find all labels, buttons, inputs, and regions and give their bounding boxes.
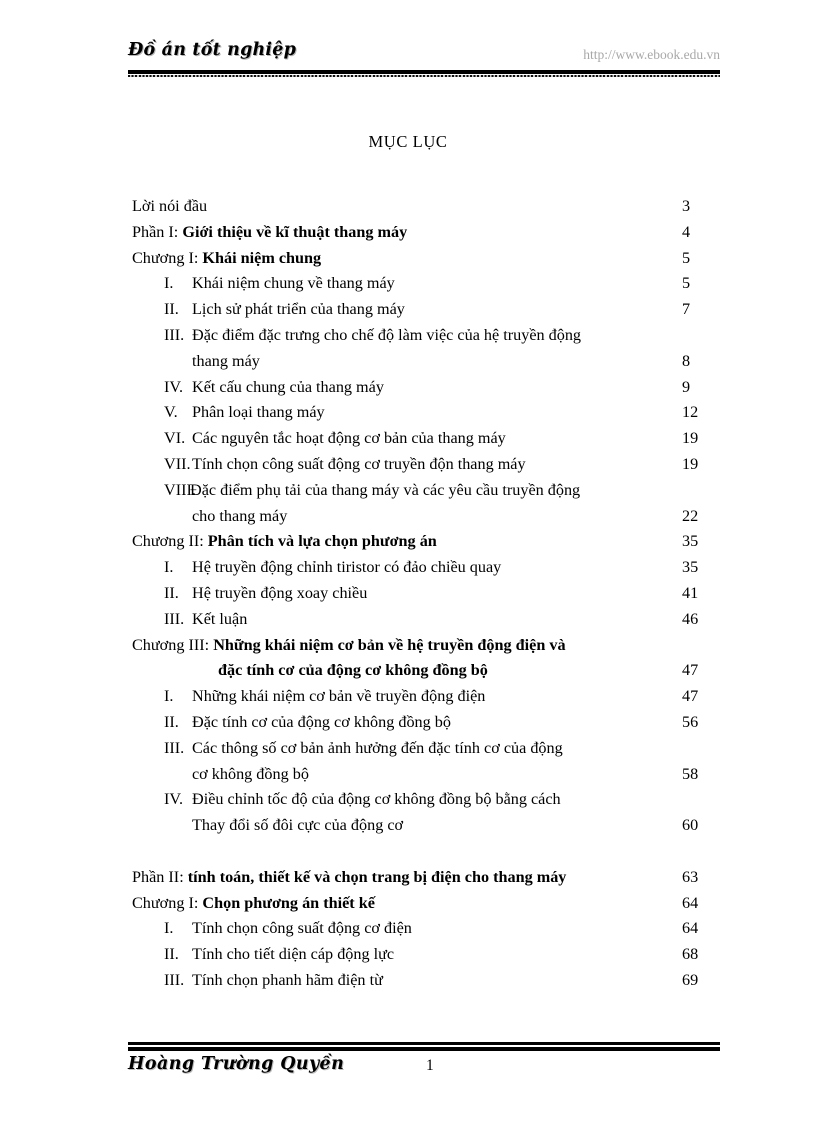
- toc-entry-numeral: V.: [164, 403, 178, 422]
- toc-entry-page-number: 47: [682, 661, 699, 680]
- page-footer: [128, 1054, 720, 1088]
- toc-entry[interactable]: [128, 375, 728, 401]
- toc-entry-numeral: IV.: [164, 790, 184, 809]
- toc-entry[interactable]: [128, 607, 728, 633]
- toc-entry-page-number: 64: [682, 919, 699, 938]
- toc-entry-page-number: 4: [682, 222, 691, 241]
- toc-entry[interactable]: [128, 400, 728, 426]
- header-document-title: Đồ án tốt nghiệp: [128, 40, 297, 60]
- toc-entry-title: Tính chọn công suất động cơ truyền độn thang máy: [192, 454, 526, 473]
- toc-entry-title: Hệ truyền động xoay chiều: [192, 583, 368, 602]
- toc-entry-page-number: 64: [682, 893, 699, 912]
- toc-entry-page-number: 56: [682, 712, 699, 731]
- toc-entry-title: Tính chọn công suất động cơ điện: [192, 919, 412, 938]
- toc-entry-numeral: VII.: [164, 454, 191, 473]
- toc-entry[interactable]: [128, 323, 728, 375]
- toc-entry-numeral: I.: [164, 687, 174, 706]
- toc-entry-title: Các thông số cơ bản ảnh hưởng đến đặc tính cơ của động: [192, 738, 563, 757]
- toc-entry-title: Phân tích và lựa chọn phương án: [207, 532, 437, 551]
- toc-entry[interactable]: [128, 478, 728, 530]
- toc-entry-page-number: 3: [682, 197, 691, 215]
- toc-entry[interactable]: [128, 787, 728, 839]
- toc-entry-page-number: 5: [682, 274, 691, 293]
- toc-entry[interactable]: [128, 865, 728, 891]
- toc-entry[interactable]: [128, 246, 728, 272]
- toc-entry-page-number: 8: [682, 351, 691, 370]
- toc-entry-page-number: 9: [682, 377, 691, 396]
- toc-entry-title: tính toán, thiết kế và chọn trang bị điện cho thang máy: [187, 867, 567, 886]
- toc-entry-numeral: VI.: [164, 429, 186, 448]
- toc-entry-label: Chương I:: [132, 248, 203, 267]
- toc-entry-numeral: III.: [164, 970, 185, 989]
- toc-entry[interactable]: [128, 736, 728, 788]
- toc-entry[interactable]: [128, 271, 728, 297]
- header-rule-thick: [128, 70, 720, 74]
- toc-entry[interactable]: [128, 194, 728, 220]
- toc-entry-numeral: III.: [164, 738, 185, 757]
- toc-entry-title: Đặc tính cơ của động cơ không đồng bộ: [192, 712, 451, 731]
- toc-entry-page-number: 5: [682, 248, 691, 267]
- toc-entry[interactable]: [128, 891, 728, 917]
- toc-entry-page-number: 60: [682, 816, 699, 835]
- toc-entry-title: Khái niệm chung: [202, 248, 322, 267]
- page-title: MỤC LỤC: [368, 132, 448, 151]
- toc-entry-title: Đặc điểm đặc trưng cho chế độ làm việc của hệ truyền động: [192, 325, 582, 344]
- toc-entry-page-number: 7: [682, 300, 691, 319]
- toc-entry-label: Phần II:: [132, 867, 188, 886]
- toc-entry-label: Chương I:: [132, 893, 203, 912]
- toc-entry-title-continued: Thay đổi số đôi cực của động cơ: [192, 816, 404, 835]
- toc-entry-page-number: 22: [682, 506, 699, 525]
- toc-entry-title: Kết cấu chung của thang máy: [192, 377, 384, 396]
- toc-entry-numeral: II.: [164, 945, 179, 964]
- toc-entry-title-continued: cơ không đồng bộ: [192, 764, 309, 783]
- toc-entry[interactable]: [128, 297, 728, 323]
- toc-entry[interactable]: [128, 426, 728, 452]
- header-divider: [128, 70, 720, 77]
- toc-entry-numeral: II.: [164, 712, 179, 731]
- toc-entry-numeral: III.: [164, 609, 185, 628]
- toc-entry-label: Phần I:: [132, 222, 183, 241]
- toc-entry-page-number: 19: [682, 454, 699, 473]
- toc-entry[interactable]: [128, 942, 728, 968]
- toc-entry[interactable]: [128, 452, 728, 478]
- toc-entry-page-number: 63: [682, 867, 699, 886]
- footer-author-name: Hoàng Trường Quyền: [128, 1054, 345, 1074]
- toc-entry-title: Đặc điểm phụ tải của thang máy và các yêu cầu truyền động: [190, 480, 581, 499]
- footer-rule-lower: [128, 1047, 720, 1051]
- toc-entry-numeral: I.: [164, 558, 174, 577]
- footer-divider: [128, 1042, 720, 1051]
- toc-entry-numeral: II.: [164, 300, 179, 319]
- toc-entry-title: Khái niệm chung về thang máy: [192, 274, 395, 293]
- toc-entry-title: Lời nói đầu: [132, 197, 208, 215]
- toc-entry-title: Kết luận: [192, 609, 248, 628]
- toc-entry[interactable]: [128, 555, 728, 581]
- toc-entry-title: Chọn phương án thiết kế: [202, 893, 375, 912]
- toc-entry-title: Điều chỉnh tốc độ của động cơ không đồng bộ bằng cách: [192, 790, 561, 809]
- toc-entry[interactable]: [128, 968, 728, 994]
- toc-entry-page-number: 19: [682, 429, 699, 448]
- toc-entry-page-number: 68: [682, 945, 699, 964]
- toc-entry-title: Tính cho tiết diện cáp động lực: [192, 945, 395, 964]
- toc-entry-title-continued: thang máy: [192, 351, 260, 370]
- toc-entry[interactable]: [128, 916, 728, 942]
- toc-entry-title: Các nguyên tắc hoạt động cơ bản của thang máy: [192, 429, 506, 448]
- toc-entry-page-number: 35: [682, 532, 699, 551]
- toc-entry-title-continued: cho thang máy: [192, 506, 288, 525]
- toc-entry[interactable]: [128, 529, 728, 555]
- header-rule-thin: [128, 75, 720, 77]
- toc-entry[interactable]: [128, 710, 728, 736]
- toc-entry-numeral: I.: [164, 919, 174, 938]
- footer-page-number: 1: [426, 1057, 434, 1074]
- toc-entry-title: Tính chọn phanh hãm điện từ: [192, 970, 383, 989]
- toc-entry-title: Những khái niệm cơ bản về truyền động điện: [192, 687, 486, 706]
- toc-entry-title: Phân loại thang máy: [192, 403, 325, 422]
- toc-entry-numeral: I.: [164, 274, 174, 293]
- header-source-url: http://www.ebook.edu.vn: [583, 47, 720, 62]
- toc-entry[interactable]: [128, 220, 728, 246]
- toc-spacer: [128, 839, 728, 865]
- toc-entry[interactable]: [128, 581, 728, 607]
- toc-entry-page-number: 58: [682, 764, 699, 783]
- toc-entry-numeral: IV.: [164, 377, 184, 396]
- toc-entry-numeral: III.: [164, 325, 185, 344]
- toc-entry-label: Chương III:: [132, 635, 214, 654]
- toc-entry-page-number: 69: [682, 970, 699, 989]
- toc-entry-page-number: 41: [682, 583, 699, 602]
- toc-entry-title: Những khái niệm cơ bản về hệ truyền động điện và: [213, 635, 566, 654]
- toc-entry-title-continued: đặc tính cơ của động cơ không đồng bộ: [218, 661, 488, 680]
- toc-entry-numeral: II.: [164, 583, 179, 602]
- toc-entry-page-number: 35: [682, 558, 699, 577]
- toc-entry-title: Lịch sử phát triển của thang máy: [192, 300, 405, 319]
- toc-entry-title: Hệ truyền động chỉnh tiristor có đảo chiều quay: [192, 558, 502, 577]
- toc-entry-title: Giới thiệu về kĩ thuật thang máy: [182, 222, 408, 241]
- toc-entry[interactable]: [128, 633, 728, 685]
- toc-entry-page-number: 47: [682, 687, 699, 706]
- toc-entry-label: Chương II:: [132, 532, 208, 551]
- toc-entry[interactable]: [128, 684, 728, 710]
- toc-entry-numeral: VIII.: [164, 480, 196, 499]
- toc-entry-page-number: 46: [682, 609, 699, 628]
- table-of-contents: [128, 194, 728, 994]
- toc-entry-page-number: 12: [682, 403, 699, 422]
